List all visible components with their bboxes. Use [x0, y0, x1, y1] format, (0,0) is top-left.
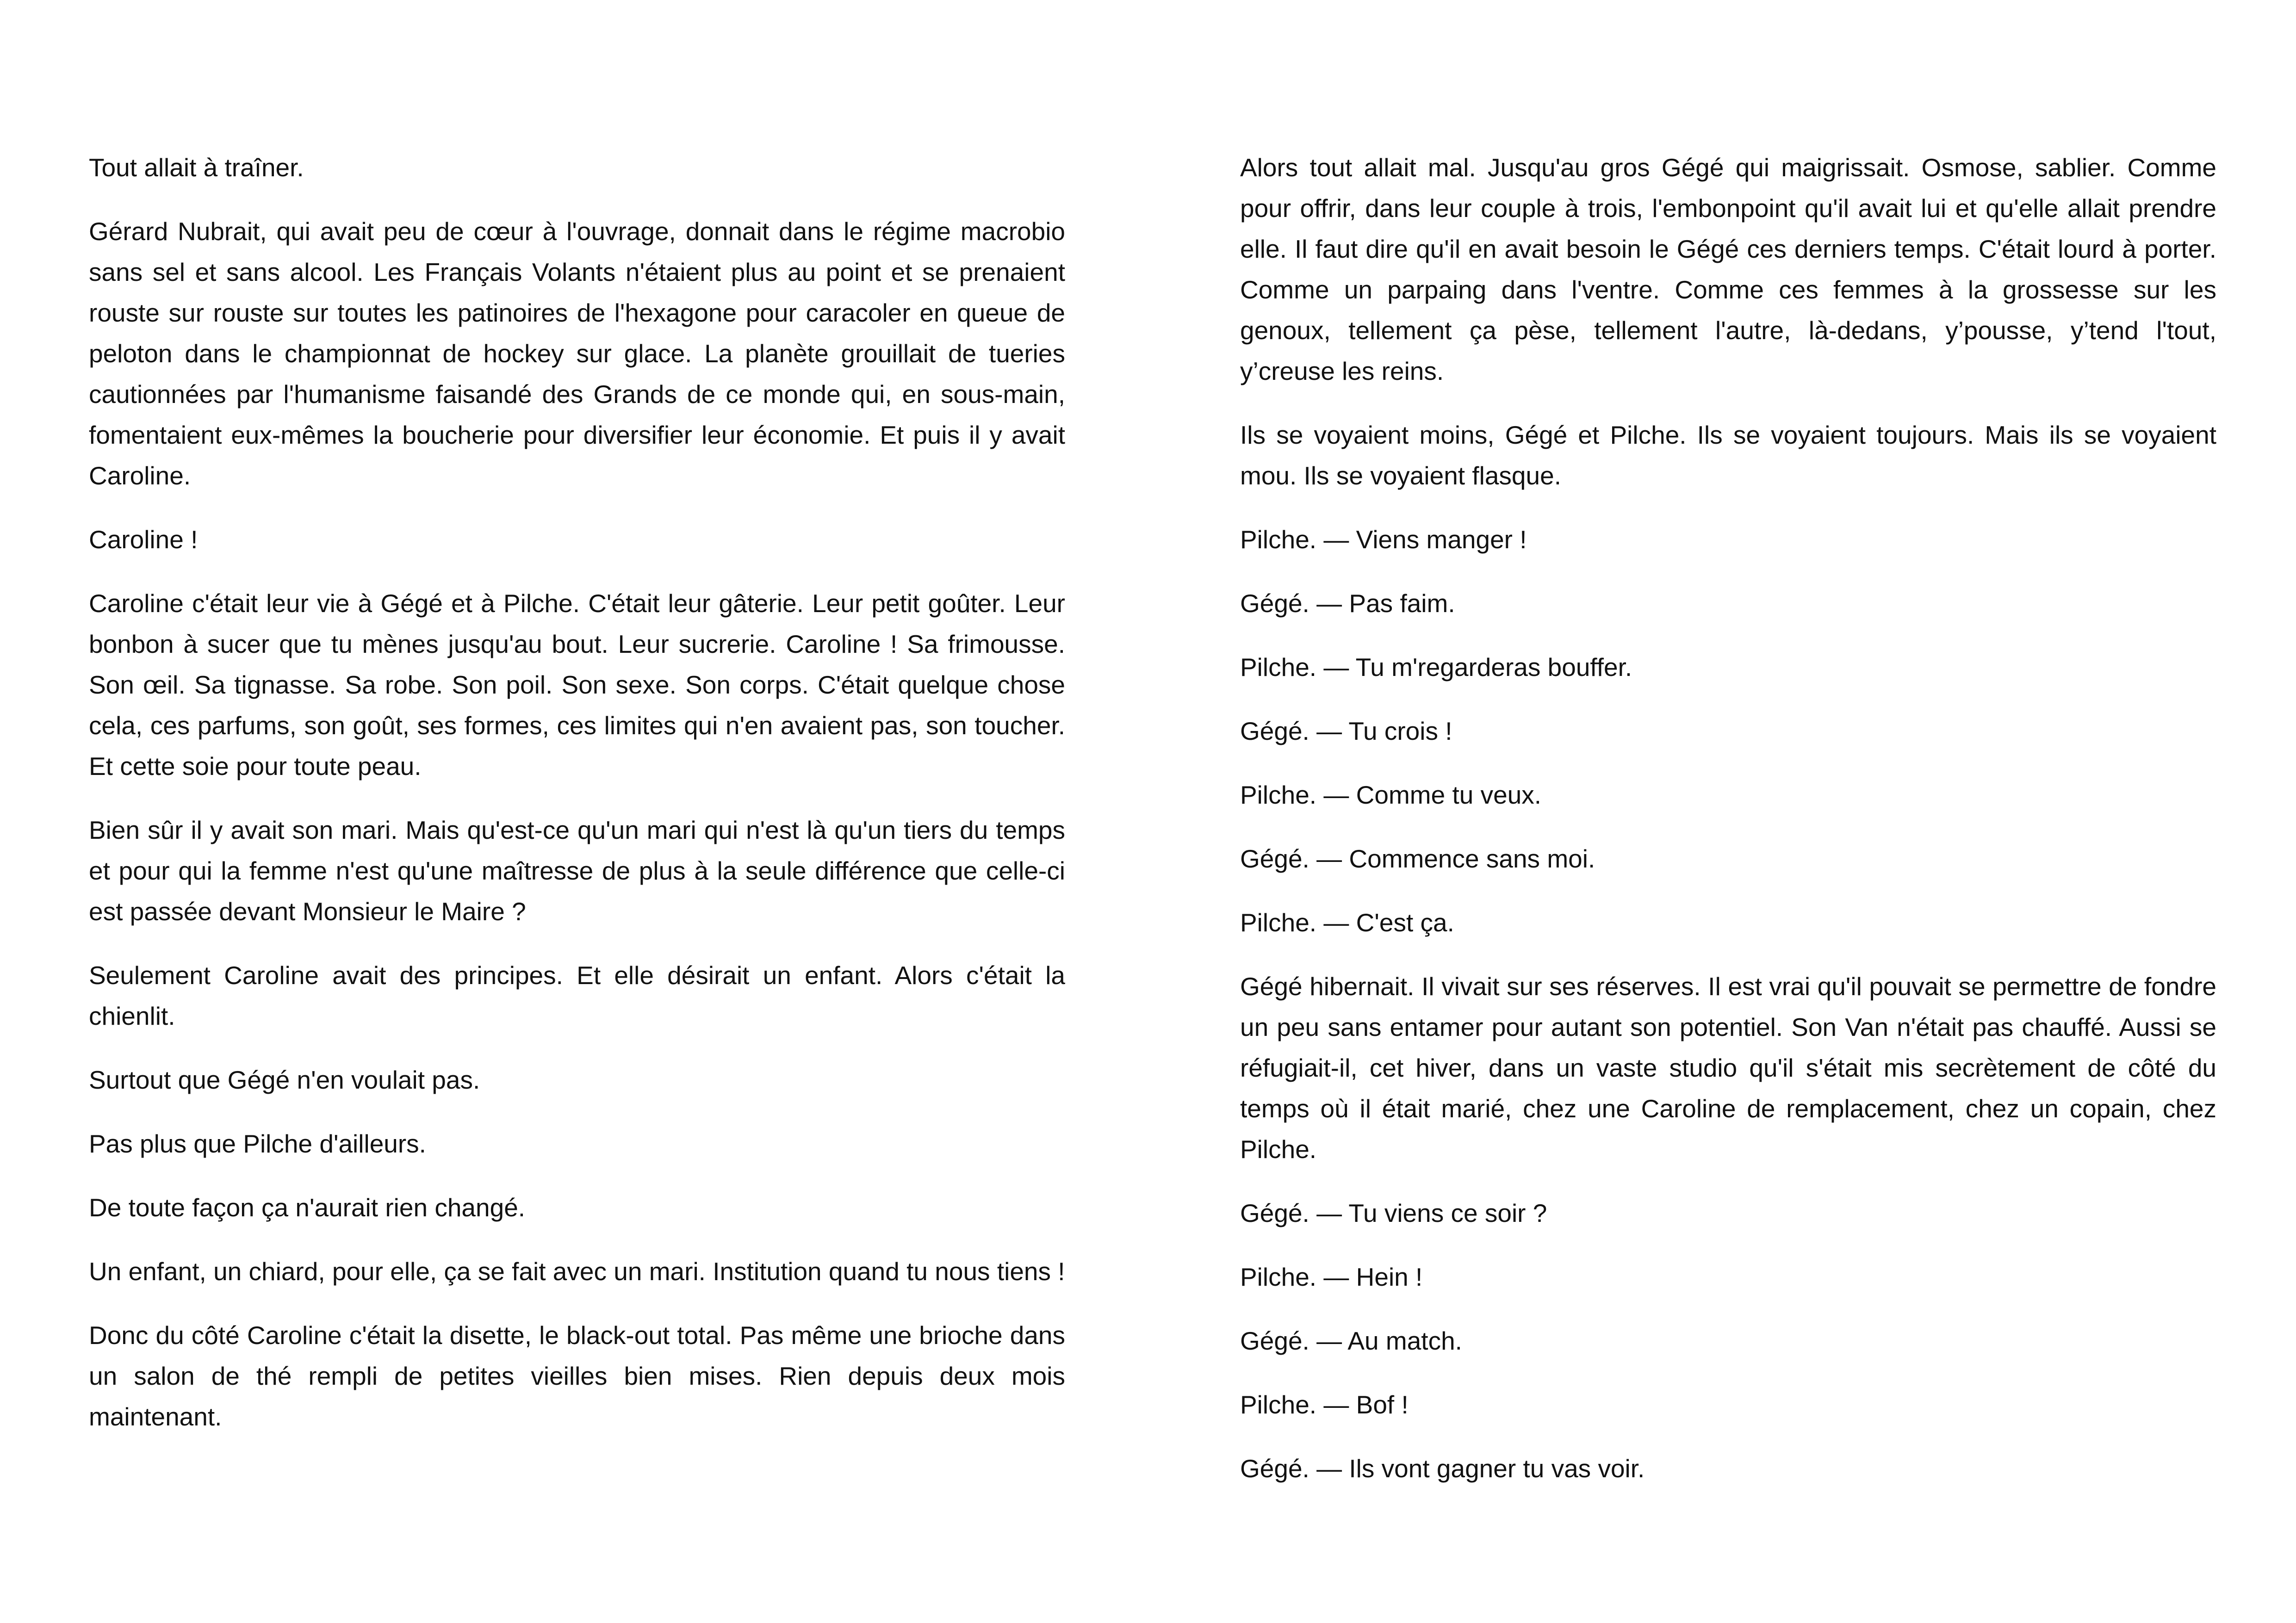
dialogue-line: Gégé. — Tu crois !: [1240, 717, 1452, 745]
paragraph: De toute façon ça n'aurait rien changé.: [89, 1193, 526, 1222]
paragraph: Caroline c'était leur vie à Gégé et à Pilche. C'était leur gâterie. Leur petit goûter. Leur bonbon à sucer que tu mènes jusqu'au bout. Leur sucrerie. Caroline ! Sa frimousse. Son œil. Sa tignasse. Sa robe. Son poil. Son sexe. Son corps. C'était quelque chose cela, ces parfums, son goût, ses formes, ces limites qui n'en avaient pas, son toucher. Et cette soie pour toute peau.: [89, 589, 1065, 781]
dialogue-line: Gégé. — Au match.: [1240, 1326, 1462, 1355]
paragraph: Gérard Nubrait, qui avait peu de cœur à l'ouvrage, donnait dans le régime macrobio sans sel et sans alcool. Les Français Volants n'étaient plus au point et se prenaient rouste sur rouste sur toutes les patinoires de l'hexagone pour caracoler en queue de peloton dans le championnat de hockey sur glace. La planète grouillait de tueries cautionnées par l'humanisme faisandé des Grands de ce monde qui, en sous-main, fomentaient eux-mêmes la boucherie pour diversifier leur économie. Et puis il y avait Caroline.: [89, 217, 1065, 490]
paragraph: Gégé hibernait. Il vivait sur ses réserves. Il est vrai qu'il pouvait se permettre de fondre un peu sans entamer pour autant son potentiel. Son Van n'était pas chauffé. Aussi se réfugiait-il, cet hiver, dans un vaste studio qu'il s'était mis secrètement de côté du temps où il était marié, chez une Caroline de remplacement, chez un copain, chez Pilche.: [1240, 972, 2216, 1164]
paragraph: Ils se voyaient moins, Gégé et Pilche. Ils se voyaient toujours. Mais ils se voyaient mou. Ils se voyaient flasque.: [1240, 421, 2216, 490]
dialogue-line: Pilche. — Tu m'regarderas bouffer.: [1240, 653, 1632, 681]
paragraph: Alors tout allait mal. Jusqu'au gros Gégé qui maigrissait. Osmose, sablier. Comme pour offrir, dans leur couple à trois, l'embonpoint qu'il avait lui et qu'elle allait prendre elle. Il faut dire qu'il en avait besoin le Gégé ces derniers temps. C'était lourd à porter. Comme un parpaing dans l'ventre. Comme ces femmes à la grossesse sur les genoux, tellement ça pèse, tellement l'autre, là-dedans, y’pousse, y’tend l'tout, y’creuse les reins.: [1240, 153, 2216, 385]
dialogue-line: Gégé. — Pas faim.: [1240, 589, 1455, 618]
dialogue-line: Gégé. — Tu viens ce soir ?: [1240, 1199, 1547, 1227]
dialogue-line: Pilche. — C'est ça.: [1240, 908, 1454, 937]
dialogue-line: Pilche. — Viens manger !: [1240, 525, 1527, 554]
paragraph: Surtout que Gégé n'en voulait pas.: [89, 1065, 480, 1094]
paragraph: Caroline !: [89, 525, 198, 554]
paragraph: Tout allait à traîner.: [89, 153, 304, 182]
dialogue-line: Pilche. — Bof !: [1240, 1390, 1409, 1419]
dialogue-line: Pilche. — Hein !: [1240, 1263, 1423, 1291]
right-column: [1240, 147, 2216, 1512]
dialogue-line: Gégé. — Ils vont gagner tu vas voir.: [1240, 1454, 1645, 1483]
paragraph: Seulement Caroline avait des principes. Et elle désirait un enfant. Alors c'était la chienlit.: [89, 961, 1065, 1030]
paragraph: Pas plus que Pilche d'ailleurs.: [89, 1129, 426, 1158]
paragraph: Bien sûr il y avait son mari. Mais qu'est-ce qu'un mari qui n'est là qu'un tiers du temps et pour qui la femme n'est qu'une maîtresse de plus à la seule différence que celle-ci est passée devant Monsieur le Maire ?: [89, 816, 1065, 926]
dialogue-line: Pilche. — Comme tu veux.: [1240, 781, 1542, 809]
dialogue-line: Gégé. — Commence sans moi.: [1240, 844, 1595, 873]
paragraph: Donc du côté Caroline c'était la disette, le black-out total. Pas même une brioche dans un salon de thé rempli de petites vieilles bien mises. Rien depuis deux mois maintenant.: [89, 1321, 1065, 1431]
left-column: [89, 147, 1065, 1460]
paragraph: Un enfant, un chiard, pour elle, ça se fait avec un mari. Institution quand tu nous tiens !: [89, 1257, 1065, 1286]
